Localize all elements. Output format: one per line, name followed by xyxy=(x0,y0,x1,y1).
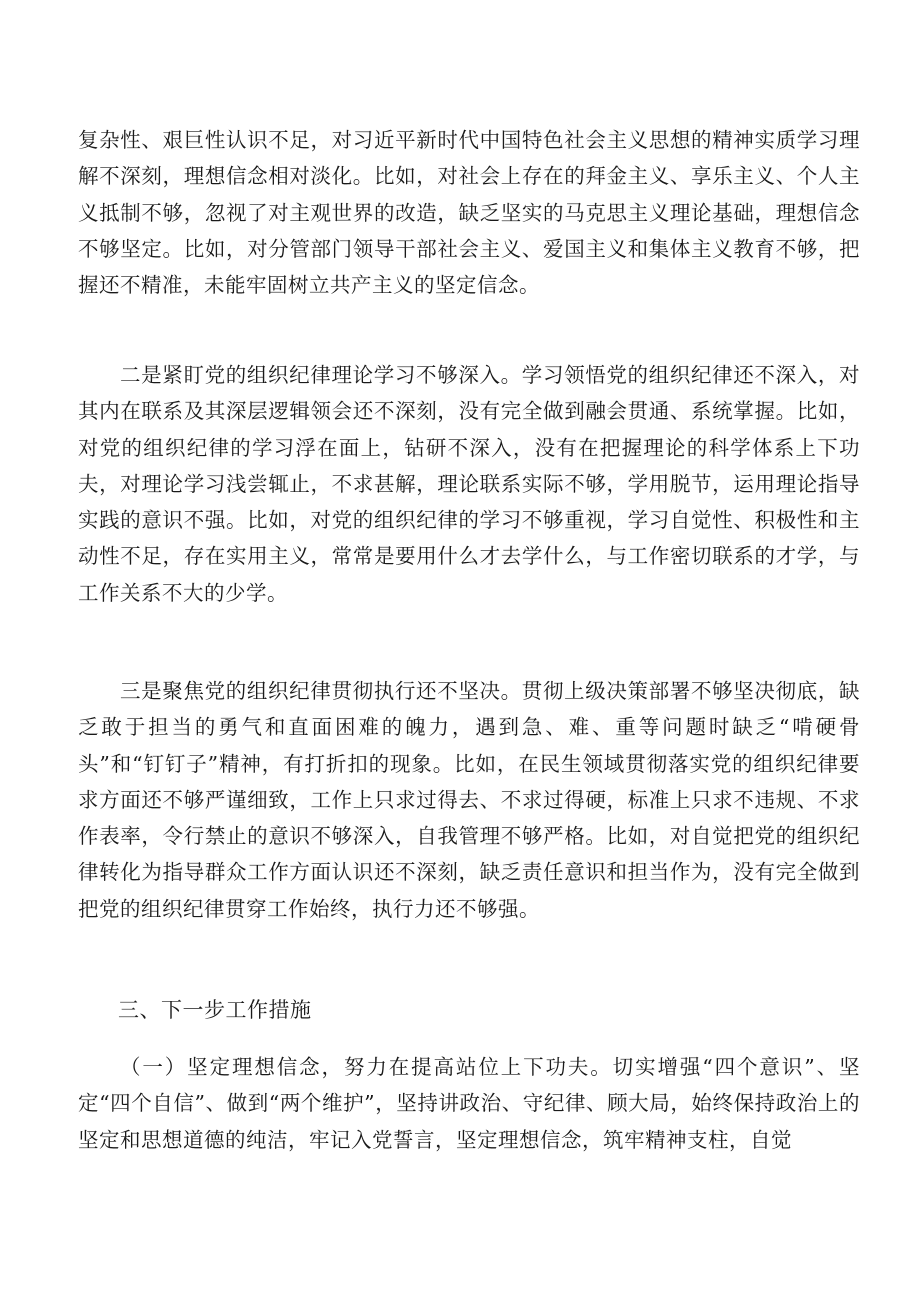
section-heading-next-steps: 三、下一步工作措施 xyxy=(118,998,312,1022)
paragraph-ideals-belief: 复杂性、艰巨性认识不足，对习近平新时代中国特色社会主义思想的精神实质学习理解不深刻，理想信念相对淡化。比如，对社会上存在的拜金主义、享乐主义、个人主义抵制不够，忽视了对主观世界的改造，缺乏坚实的马克思主义理论基础，理想信念不够坚定。比如，对分管部门领导干部社会主义、爱国主义和集体主义教育不够，把握还不精准，未能牢固树立共产主义的坚定信念。 xyxy=(78,128,860,298)
paragraph-discipline-study: 二是紧盯党的组织纪律理论学习不够深入。学习领悟党的组织纪律还不深入，对其内在联系及其深层逻辑领会还不深刻，没有完全做到融会贯通、系统掌握。比如，对党的组织纪律的学习浮在面上，钻研不深入，没有在把握理论的科学体系上下功夫，对理论学习浅尝辄止，不求甚解，理论联系实际不够，学用脱节，运用理论指导实践的意识不强。比如，对党的组织纪律的学习不够重视，学习自觉性、积极性和主动性不足，存在实用主义，常常是要用什么才去学什么，与工作密切联系的才学，与工作关系不大的少学。 xyxy=(78,363,860,605)
paragraph-discipline-execution: 三是聚焦党的组织纪律贯彻执行还不坚决。贯彻上级决策部署不够坚决彻底，缺乏敢于担当的勇气和直面困难的魄力，遇到急、难、重等问题时缺乏“啃硬骨头”和“钉钉子”精神，有打折扣的现象。比如，在民生领域贯彻落实党的组织纪律要求方面还不够严谨细致，工作上只求过得去、不求过得硬，标准上只求不违规、不求作表率，令行禁止的意识不够深入，自我管理不够严格。比如，对自觉把党的组织纪律转化为指导群众工作方面认识还不深刻，缺乏责任意识和担当作为，没有完全做到把党的组织纪律贯穿工作始终，执行力还不够强。 xyxy=(78,679,860,921)
paragraph-measure-one: （一）坚定理想信念，努力在提高站位上下功夫。切实增强“四个意识”、坚定“四个自信”、做到“两个维护”，坚持讲政治、守纪律、顾大局，始终保持政治上的坚定和思想道德的纯洁，牢记入党誓言，坚定理想信念，筑牢精神支柱，自觉 xyxy=(78,1055,860,1152)
